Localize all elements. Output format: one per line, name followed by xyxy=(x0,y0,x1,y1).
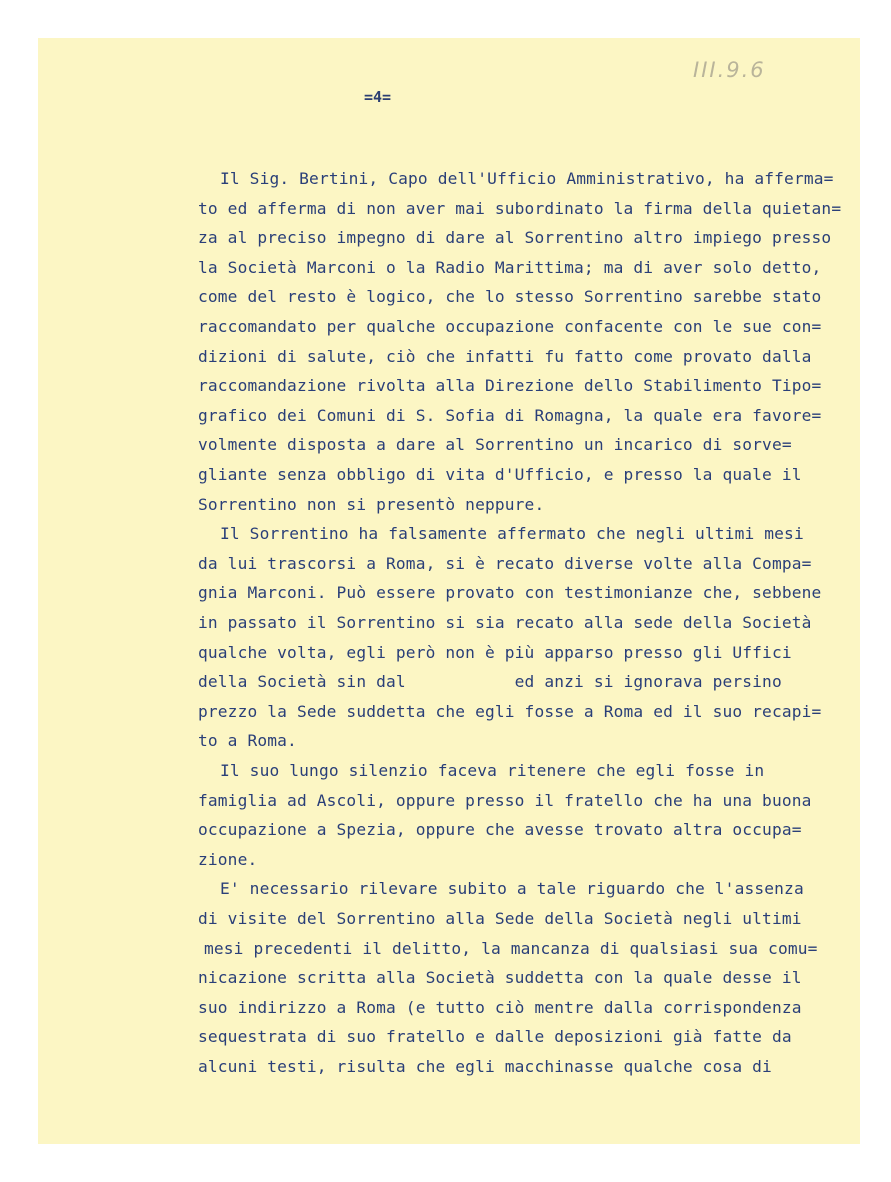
text-line: prezzo la Sede suddetta che egli fosse a Roma ed il suo recapi= xyxy=(198,702,822,721)
text-line: nicazione scritta alla Società suddetta con la quale desse il xyxy=(198,968,802,987)
text-line: Il Sorrentino ha falsamente affermato che negli ultimi mesi xyxy=(220,524,804,543)
text-line: Il Sig. Bertini, Capo dell'Ufficio Amministrativo, ha afferma= xyxy=(220,169,834,188)
text-line: gnia Marconi. Può essere provato con testimonianze che, sebbene xyxy=(198,583,822,602)
text-line: to ed afferma di non aver mai subordinato la firma della quietan= xyxy=(198,199,842,218)
text-line: occupazione a Spezia, oppure che avesse trovato altra occupa= xyxy=(198,820,802,839)
text-line: alcuni testi, risulta che egli macchinasse qualche cosa di xyxy=(198,1057,772,1076)
text-line: zione. xyxy=(198,850,258,869)
text-line: da lui trascorsi a Roma, si è recato diverse volte alla Compa= xyxy=(198,554,812,573)
text-line: za al preciso impegno di dare al Sorrentino altro impiego presso xyxy=(198,228,832,247)
text-line: to a Roma. xyxy=(198,731,297,750)
page-number: =4= xyxy=(364,88,392,106)
text-line: sequestrata di suo fratello e dalle deposizioni già fatte da xyxy=(198,1027,792,1046)
text-line: dizioni di salute, ciò che infatti fu fatto come provato dalla xyxy=(198,347,812,366)
text-line: E' necessario rilevare subito a tale riguardo che l'assenza xyxy=(220,879,804,898)
text-line: Il suo lungo silenzio faceva ritenere che egli fosse in xyxy=(220,761,765,780)
text-line: la Società Marconi o la Radio Marittima; ma di aver solo detto, xyxy=(198,258,822,277)
document-page xyxy=(38,38,860,1144)
text-line: raccomandato per qualche occupazione confacente con le sue con= xyxy=(198,317,822,336)
text-line: di visite del Sorrentino alla Sede della Società negli ultimi xyxy=(198,909,802,928)
text-line: grafico dei Comuni di S. Sofia di Romagna, la quale era favore= xyxy=(198,406,822,425)
text-line: volmente disposta a dare al Sorrentino un incarico di sorve= xyxy=(198,435,792,454)
text-line: della Società sin dal ed anzi si ignorava persino xyxy=(198,672,782,691)
archive-annotation: III.9.6 xyxy=(693,58,766,82)
text-line: mesi precedenti il delitto, la mancanza di qualsiasi sua comu= xyxy=(204,939,818,958)
text-line: Sorrentino non si presentò neppure. xyxy=(198,495,545,514)
text-line: suo indirizzo a Roma (e tutto ciò mentre dalla corrispondenza xyxy=(198,998,802,1017)
text-line: qualche volta, egli però non è più apparso presso gli Uffici xyxy=(198,643,792,662)
text-line: gliante senza obbligo di vita d'Ufficio, e presso la quale il xyxy=(198,465,802,484)
text-line: famiglia ad Ascoli, oppure presso il fratello che ha una buona xyxy=(198,791,812,810)
text-line: raccomandazione rivolta alla Direzione dello Stabilimento Tipo= xyxy=(198,376,822,395)
text-line: in passato il Sorrentino si sia recato alla sede della Società xyxy=(198,613,812,632)
text-line: come del resto è logico, che lo stesso Sorrentino sarebbe stato xyxy=(198,287,822,306)
